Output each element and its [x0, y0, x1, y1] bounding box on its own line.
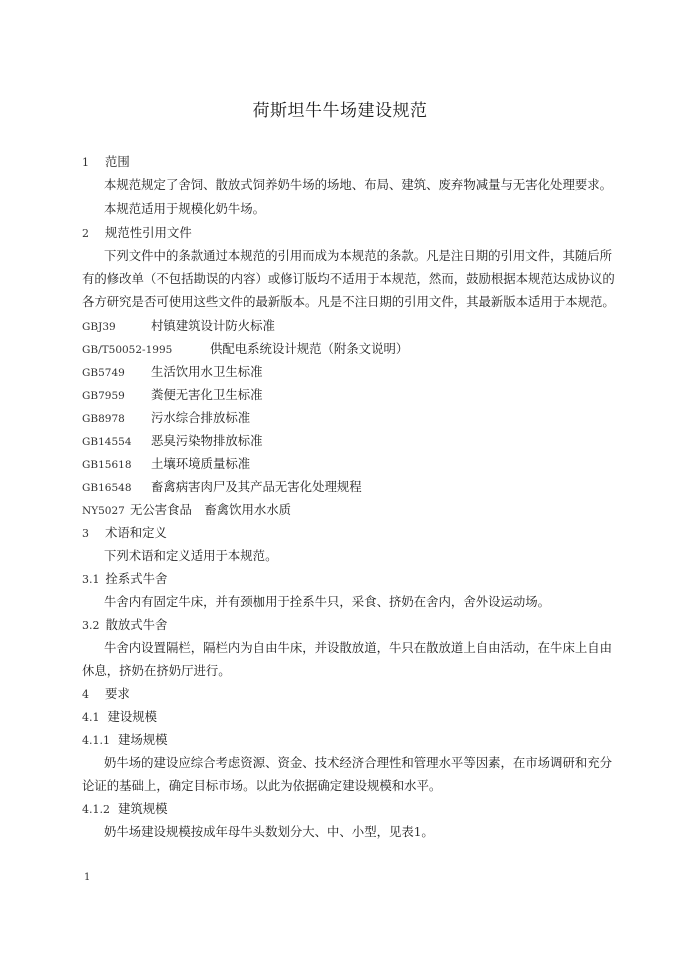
section-number: 1 — [82, 156, 89, 169]
standard-name: 粪便无害化卫生标准 — [151, 387, 263, 402]
standard-name: 恶臭污染物排放标准 — [151, 433, 263, 448]
paragraph-text: 。 — [421, 824, 434, 839]
standard-code: NY5027 — [82, 505, 125, 517]
paragraph-line: 论证的基础上，确定目标市场。以此为依据确定建设规模和水平。 — [82, 778, 442, 793]
paragraph-line: 有的修改单（不包括勘误的内容）或修订版均不适用于本规范，然而，鼓励根据本规范达成协议的 — [82, 271, 615, 286]
standard-code: GB7959 — [82, 390, 125, 402]
section-1-heading — [82, 154, 602, 171]
standard-row — [82, 433, 602, 450]
paragraph-line: 牛舍内有固定牛床，并有颈枷用于拴系牛只，采食、挤奶在舍内，舍外设运动场。 — [104, 594, 551, 609]
standard-code: GB5749 — [82, 367, 125, 379]
section-title: 建筑规模 — [118, 801, 168, 816]
standard-code: GB8978 — [82, 413, 125, 425]
standard-row — [82, 456, 602, 473]
standard-name: 畜禽病害肉尸及其产品无害化处理规程 — [151, 479, 362, 494]
standard-code: GB/T50052-1995 — [82, 344, 173, 356]
page-number: 1 — [84, 872, 91, 883]
section-3-1-heading — [82, 571, 602, 588]
paragraph-line: 牛舍内设置隔栏，隔栏内为自由牛床，并设散放道，牛只在散放道上自由活动，在牛床上自由 — [104, 640, 613, 655]
standard-name: 生活饮用水卫生标准 — [151, 364, 263, 379]
standard-name: 土壤环境质量标准 — [151, 456, 251, 471]
section-number: 3 — [82, 527, 89, 540]
section-title: 规范性引用文件 — [105, 225, 192, 240]
section-4-1-1-heading — [82, 732, 602, 749]
standard-row — [82, 318, 602, 335]
document-title: 荷斯坦牛牛场建设规范 — [252, 101, 428, 121]
paragraph-line: 下列术语和定义适用于本规范。 — [104, 548, 278, 563]
table-reference: 1 — [413, 825, 422, 839]
section-title: 要求 — [105, 686, 130, 701]
standard-row — [82, 341, 602, 358]
standard-code: GB15618 — [82, 459, 132, 471]
standard-name: 污水综合排放标准 — [151, 410, 251, 425]
section-number: 3.2 — [82, 619, 100, 632]
standard-name: 村镇建筑设计防火标准 — [151, 318, 275, 333]
section-number: 3.1 — [82, 573, 100, 586]
paragraph-line: 奶牛场的建设应综合考虑资源、资金、技术经济合理性和管理水平等因素，在市场调研和充分 — [104, 755, 613, 770]
standard-name: 无公害食品 畜禽饮用水水质 — [130, 502, 292, 517]
paragraph-line: 下列文件中的条款通过本规范的引用而成为本规范的条款。凡是注日期的引用文件，其随后所 — [104, 248, 613, 263]
paragraph-line: 休息，挤奶在挤奶厅进行。 — [82, 663, 231, 678]
section-number: 4.1.1 — [82, 734, 110, 747]
section-2-heading — [82, 225, 602, 242]
section-number: 4 — [82, 688, 89, 701]
standard-row — [82, 410, 602, 427]
section-title: 术语和定义 — [105, 525, 167, 540]
section-title: 散放式牛舍 — [105, 617, 168, 632]
section-3-2-heading — [82, 617, 602, 634]
section-title: 范围 — [105, 154, 130, 169]
paragraph-text: 奶牛场建设规模按成年母牛头数划分大、中、小型，见表 — [104, 824, 414, 839]
section-title: 建设规模 — [107, 709, 158, 724]
standard-code: GB16548 — [82, 482, 132, 494]
paragraph-line: 本规范规定了舍饲、散放式饲养奶牛场的场地、布局、建筑、废弃物减量与无害化处理要求。 — [104, 177, 613, 192]
section-number: 4.1 — [82, 711, 100, 724]
section-4-heading — [82, 686, 602, 703]
paragraph-line — [104, 824, 602, 840]
standard-code: GB14554 — [82, 436, 132, 448]
section-4-1-2-heading — [82, 801, 602, 818]
standard-row — [82, 502, 602, 519]
paragraph-line: 各方研究是否可使用这些文件的最新版本。凡是不注日期的引用文件，其最新版本适用于本规范。 — [82, 294, 615, 309]
standard-row — [82, 387, 602, 404]
standard-row — [82, 364, 602, 381]
standard-name: 供配电系统设计规范（附条文说明） — [210, 341, 409, 356]
section-number: 2 — [82, 227, 89, 240]
standard-row — [82, 479, 602, 496]
standard-code: GBJ39 — [82, 321, 116, 333]
section-4-1-heading — [82, 709, 602, 726]
section-title: 拴系式牛舍 — [105, 571, 168, 586]
section-title: 建场规模 — [118, 732, 168, 747]
section-number: 4.1.2 — [82, 803, 110, 816]
section-3-heading — [82, 525, 602, 542]
paragraph-line: 本规范适用于规模化奶牛场。 — [104, 201, 266, 216]
